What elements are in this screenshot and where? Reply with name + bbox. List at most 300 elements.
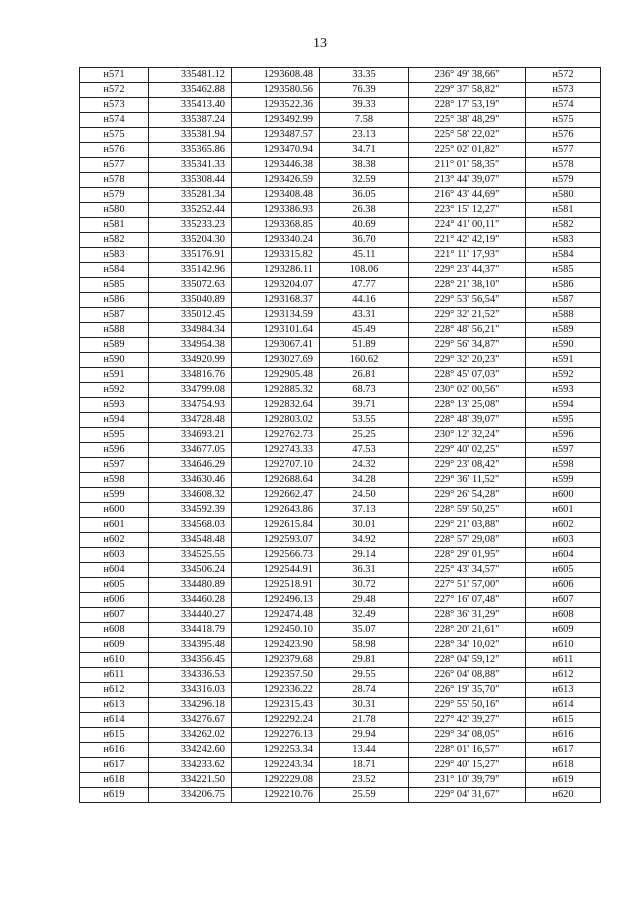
direction-angle-cell: 225° 38' 48,29" [409, 113, 526, 128]
y-coordinate-cell: 1292210.76 [232, 788, 320, 803]
table-row [80, 443, 601, 458]
table-row [80, 713, 601, 728]
x-coordinate-cell: 334548.48 [149, 533, 232, 548]
distance-cell: 26.81 [320, 368, 409, 383]
table-row [80, 143, 601, 158]
table-row [80, 653, 601, 668]
point-to-cell: н611 [526, 653, 601, 668]
table-row [80, 128, 601, 143]
x-coordinate-cell: 335341.33 [149, 158, 232, 173]
table-row [80, 743, 601, 758]
distance-cell: 36.70 [320, 233, 409, 248]
y-coordinate-cell: 1292832.64 [232, 398, 320, 413]
point-from-cell: н600 [80, 503, 149, 518]
x-coordinate-cell: 334242.60 [149, 743, 232, 758]
distance-cell: 29.55 [320, 668, 409, 683]
point-to-cell: н587 [526, 293, 601, 308]
table-row [80, 113, 601, 128]
table-row [80, 608, 601, 623]
distance-cell: 18.71 [320, 758, 409, 773]
direction-angle-cell: 223° 15' 12,27" [409, 203, 526, 218]
y-coordinate-cell: 1292905.48 [232, 368, 320, 383]
x-coordinate-cell: 335252.44 [149, 203, 232, 218]
x-coordinate-cell: 334440.27 [149, 608, 232, 623]
table-row [80, 413, 601, 428]
direction-angle-cell: 229° 32' 21,52" [409, 308, 526, 323]
point-to-cell: н572 [526, 68, 601, 83]
direction-angle-cell: 227° 42' 39,27" [409, 713, 526, 728]
y-coordinate-cell: 1293426.59 [232, 173, 320, 188]
table-row [80, 758, 601, 773]
point-from-cell: н588 [80, 323, 149, 338]
y-coordinate-cell: 1292276.13 [232, 728, 320, 743]
table-row [80, 308, 601, 323]
table-row [80, 68, 601, 83]
y-coordinate-cell: 1293101.64 [232, 323, 320, 338]
direction-angle-cell: 228° 04' 59,12" [409, 653, 526, 668]
y-coordinate-cell: 1292379.68 [232, 653, 320, 668]
x-coordinate-cell: 334816.76 [149, 368, 232, 383]
direction-angle-cell: 229° 37' 58,82" [409, 83, 526, 98]
distance-cell: 45.49 [320, 323, 409, 338]
point-from-cell: н579 [80, 188, 149, 203]
distance-cell: 25.59 [320, 788, 409, 803]
direction-angle-cell: 236° 49' 38,66" [409, 68, 526, 83]
direction-angle-cell: 229° 40' 15,27" [409, 758, 526, 773]
direction-angle-cell: 228° 20' 21,61" [409, 623, 526, 638]
table-row [80, 278, 601, 293]
y-coordinate-cell: 1292292.24 [232, 713, 320, 728]
y-coordinate-cell: 1292336.22 [232, 683, 320, 698]
y-coordinate-cell: 1293608.48 [232, 68, 320, 83]
distance-cell: 28.74 [320, 683, 409, 698]
point-to-cell: н588 [526, 308, 601, 323]
direction-angle-cell: 228° 36' 31,29" [409, 608, 526, 623]
point-to-cell: н589 [526, 323, 601, 338]
table-row [80, 473, 601, 488]
table-row [80, 293, 601, 308]
point-from-cell: н592 [80, 383, 149, 398]
direction-angle-cell: 225° 43' 34,57" [409, 563, 526, 578]
point-to-cell: н598 [526, 458, 601, 473]
table-row [80, 728, 601, 743]
x-coordinate-cell: 334206.75 [149, 788, 232, 803]
point-from-cell: н586 [80, 293, 149, 308]
table-row [80, 338, 601, 353]
point-to-cell: н591 [526, 353, 601, 368]
table-row [80, 158, 601, 173]
direction-angle-cell: 226° 19' 35,70" [409, 683, 526, 698]
point-from-cell: н618 [80, 773, 149, 788]
y-coordinate-cell: 1293580.56 [232, 83, 320, 98]
x-coordinate-cell: 334480.89 [149, 578, 232, 593]
direction-angle-cell: 229° 56' 34,87" [409, 338, 526, 353]
y-coordinate-cell: 1292229.08 [232, 773, 320, 788]
y-coordinate-cell: 1292762.73 [232, 428, 320, 443]
y-coordinate-cell: 1292615.84 [232, 518, 320, 533]
point-to-cell: н600 [526, 488, 601, 503]
table-row [80, 788, 601, 803]
point-to-cell: н618 [526, 758, 601, 773]
distance-cell: 33.35 [320, 68, 409, 83]
direction-angle-cell: 228° 21' 38,10" [409, 278, 526, 293]
x-coordinate-cell: 334754.93 [149, 398, 232, 413]
point-from-cell: н582 [80, 233, 149, 248]
y-coordinate-cell: 1293368.85 [232, 218, 320, 233]
distance-cell: 108.06 [320, 263, 409, 278]
distance-cell: 29.48 [320, 593, 409, 608]
y-coordinate-cell: 1292885.32 [232, 383, 320, 398]
distance-cell: 29.14 [320, 548, 409, 563]
direction-angle-cell: 228° 29' 01,95" [409, 548, 526, 563]
x-coordinate-cell: 334693.21 [149, 428, 232, 443]
table-row [80, 83, 601, 98]
distance-cell: 32.59 [320, 173, 409, 188]
x-coordinate-cell: 334276.67 [149, 713, 232, 728]
x-coordinate-cell: 335413.40 [149, 98, 232, 113]
point-to-cell: н579 [526, 173, 601, 188]
direction-angle-cell: 221° 11' 17,93" [409, 248, 526, 263]
point-to-cell: н593 [526, 383, 601, 398]
direction-angle-cell: 229° 36' 11,52" [409, 473, 526, 488]
point-to-cell: н614 [526, 698, 601, 713]
x-coordinate-cell: 335308.44 [149, 173, 232, 188]
distance-cell: 24.50 [320, 488, 409, 503]
x-coordinate-cell: 335176.91 [149, 248, 232, 263]
point-to-cell: н601 [526, 503, 601, 518]
y-coordinate-cell: 1292357.50 [232, 668, 320, 683]
point-to-cell: н602 [526, 518, 601, 533]
distance-cell: 35.07 [320, 623, 409, 638]
table-row [80, 398, 601, 413]
direction-angle-cell: 228° 48' 56,21" [409, 323, 526, 338]
table-row [80, 698, 601, 713]
direction-angle-cell: 230° 02' 00,56" [409, 383, 526, 398]
distance-cell: 38.38 [320, 158, 409, 173]
direction-angle-cell: 229° 34' 08,05" [409, 728, 526, 743]
table-body [80, 68, 601, 803]
distance-cell: 53.55 [320, 413, 409, 428]
x-coordinate-cell: 334592.39 [149, 503, 232, 518]
point-from-cell: н587 [80, 308, 149, 323]
x-coordinate-cell: 335365.86 [149, 143, 232, 158]
x-coordinate-cell: 334233.62 [149, 758, 232, 773]
direction-angle-cell: 228° 34' 10,02" [409, 638, 526, 653]
distance-cell: 58.98 [320, 638, 409, 653]
table-row [80, 173, 601, 188]
distance-cell: 44.16 [320, 293, 409, 308]
point-from-cell: н617 [80, 758, 149, 773]
y-coordinate-cell: 1292662.47 [232, 488, 320, 503]
y-coordinate-cell: 1292518.91 [232, 578, 320, 593]
point-from-cell: н608 [80, 623, 149, 638]
y-coordinate-cell: 1292707.10 [232, 458, 320, 473]
direction-angle-cell: 229° 23' 44,37" [409, 263, 526, 278]
table-row [80, 548, 601, 563]
table-row [80, 773, 601, 788]
point-to-cell: н607 [526, 593, 601, 608]
distance-cell: 25.25 [320, 428, 409, 443]
point-from-cell: н577 [80, 158, 149, 173]
x-coordinate-cell: 334630.46 [149, 473, 232, 488]
y-coordinate-cell: 1293027.69 [232, 353, 320, 368]
distance-cell: 37.13 [320, 503, 409, 518]
x-coordinate-cell: 334418.79 [149, 623, 232, 638]
direction-angle-cell: 227° 51' 57,00" [409, 578, 526, 593]
direction-angle-cell: 224° 41' 00,11" [409, 218, 526, 233]
point-to-cell: н610 [526, 638, 601, 653]
point-to-cell: н605 [526, 563, 601, 578]
distance-cell: 36.05 [320, 188, 409, 203]
y-coordinate-cell: 1293204.07 [232, 278, 320, 293]
distance-cell: 39.33 [320, 98, 409, 113]
direction-angle-cell: 228° 57' 29,08" [409, 533, 526, 548]
point-from-cell: н572 [80, 83, 149, 98]
x-coordinate-cell: 334984.34 [149, 323, 232, 338]
direction-angle-cell: 228° 17' 53,19" [409, 98, 526, 113]
direction-angle-cell: 229° 55' 50,16" [409, 698, 526, 713]
point-from-cell: н596 [80, 443, 149, 458]
x-coordinate-cell: 334677.05 [149, 443, 232, 458]
table-row [80, 323, 601, 338]
point-from-cell: н609 [80, 638, 149, 653]
direction-angle-cell: 229° 04' 31,67" [409, 788, 526, 803]
x-coordinate-cell: 335481.12 [149, 68, 232, 83]
table-row [80, 368, 601, 383]
point-to-cell: н577 [526, 143, 601, 158]
direction-angle-cell: 231° 10' 39,79" [409, 773, 526, 788]
distance-cell: 47.53 [320, 443, 409, 458]
x-coordinate-cell: 335387.24 [149, 113, 232, 128]
x-coordinate-cell: 335204.30 [149, 233, 232, 248]
direction-angle-cell: 225° 02' 01,82" [409, 143, 526, 158]
table-row [80, 458, 601, 473]
direction-angle-cell: 229° 23' 08,42" [409, 458, 526, 473]
point-to-cell: н603 [526, 533, 601, 548]
point-from-cell: н602 [80, 533, 149, 548]
point-from-cell: н578 [80, 173, 149, 188]
point-from-cell: н575 [80, 128, 149, 143]
distance-cell: 47.77 [320, 278, 409, 293]
y-coordinate-cell: 1292743.33 [232, 443, 320, 458]
point-from-cell: н576 [80, 143, 149, 158]
table-row [80, 638, 601, 653]
direction-angle-cell: 228° 59' 50,25" [409, 503, 526, 518]
distance-cell: 29.81 [320, 653, 409, 668]
table-row [80, 428, 601, 443]
distance-cell: 39.71 [320, 398, 409, 413]
point-from-cell: н595 [80, 428, 149, 443]
point-from-cell: н581 [80, 218, 149, 233]
point-from-cell: н604 [80, 563, 149, 578]
distance-cell: 23.52 [320, 773, 409, 788]
point-to-cell: н599 [526, 473, 601, 488]
point-to-cell: н595 [526, 413, 601, 428]
point-from-cell: н584 [80, 263, 149, 278]
x-coordinate-cell: 334460.28 [149, 593, 232, 608]
distance-cell: 68.73 [320, 383, 409, 398]
y-coordinate-cell: 1292423.90 [232, 638, 320, 653]
point-to-cell: н608 [526, 608, 601, 623]
y-coordinate-cell: 1292566.73 [232, 548, 320, 563]
direction-angle-cell: 229° 21' 03,88" [409, 518, 526, 533]
x-coordinate-cell: 335012.45 [149, 308, 232, 323]
point-to-cell: н574 [526, 98, 601, 113]
table-row [80, 578, 601, 593]
point-from-cell: н599 [80, 488, 149, 503]
x-coordinate-cell: 335142.96 [149, 263, 232, 278]
distance-cell: 32.49 [320, 608, 409, 623]
y-coordinate-cell: 1293492.99 [232, 113, 320, 128]
distance-cell: 76.39 [320, 83, 409, 98]
y-coordinate-cell: 1293446.38 [232, 158, 320, 173]
distance-cell: 30.31 [320, 698, 409, 713]
point-to-cell: н612 [526, 668, 601, 683]
y-coordinate-cell: 1293386.93 [232, 203, 320, 218]
distance-cell: 24.32 [320, 458, 409, 473]
x-coordinate-cell: 334920.99 [149, 353, 232, 368]
direction-angle-cell: 221° 42' 42,19" [409, 233, 526, 248]
point-from-cell: н573 [80, 98, 149, 113]
point-from-cell: н619 [80, 788, 149, 803]
point-from-cell: н605 [80, 578, 149, 593]
y-coordinate-cell: 1292253.34 [232, 743, 320, 758]
point-to-cell: н617 [526, 743, 601, 758]
distance-cell: 36.31 [320, 563, 409, 578]
direction-angle-cell: 229° 32' 20,23" [409, 353, 526, 368]
x-coordinate-cell: 334316.03 [149, 683, 232, 698]
point-from-cell: н590 [80, 353, 149, 368]
point-from-cell: н616 [80, 743, 149, 758]
point-from-cell: н611 [80, 668, 149, 683]
y-coordinate-cell: 1293286.11 [232, 263, 320, 278]
point-to-cell: н592 [526, 368, 601, 383]
table-row [80, 563, 601, 578]
direction-angle-cell: 226° 04' 08,88" [409, 668, 526, 683]
y-coordinate-cell: 1293315.82 [232, 248, 320, 263]
point-to-cell: н580 [526, 188, 601, 203]
point-from-cell: н612 [80, 683, 149, 698]
y-coordinate-cell: 1292688.64 [232, 473, 320, 488]
point-to-cell: н575 [526, 113, 601, 128]
point-from-cell: н601 [80, 518, 149, 533]
table-row [80, 98, 601, 113]
point-from-cell: н585 [80, 278, 149, 293]
distance-cell: 34.28 [320, 473, 409, 488]
distance-cell: 51.89 [320, 338, 409, 353]
distance-cell: 40.69 [320, 218, 409, 233]
distance-cell: 23.13 [320, 128, 409, 143]
x-coordinate-cell: 334568.03 [149, 518, 232, 533]
table-row [80, 518, 601, 533]
x-coordinate-cell: 335233.23 [149, 218, 232, 233]
point-to-cell: н609 [526, 623, 601, 638]
table-row [80, 233, 601, 248]
point-from-cell: н615 [80, 728, 149, 743]
x-coordinate-cell: 334525.55 [149, 548, 232, 563]
x-coordinate-cell: 334296.18 [149, 698, 232, 713]
distance-cell: 26.38 [320, 203, 409, 218]
table-row [80, 533, 601, 548]
point-to-cell: н586 [526, 278, 601, 293]
y-coordinate-cell: 1292474.48 [232, 608, 320, 623]
table-row [80, 248, 601, 263]
x-coordinate-cell: 334336.53 [149, 668, 232, 683]
x-coordinate-cell: 335040.89 [149, 293, 232, 308]
point-to-cell: н578 [526, 158, 601, 173]
table-row [80, 668, 601, 683]
point-from-cell: н603 [80, 548, 149, 563]
y-coordinate-cell: 1292315.43 [232, 698, 320, 713]
direction-angle-cell: 228° 48' 39,07" [409, 413, 526, 428]
distance-cell: 7.58 [320, 113, 409, 128]
y-coordinate-cell: 1293470.94 [232, 143, 320, 158]
table-row [80, 623, 601, 638]
x-coordinate-cell: 335462.88 [149, 83, 232, 98]
point-to-cell: н616 [526, 728, 601, 743]
distance-cell: 21.78 [320, 713, 409, 728]
x-coordinate-cell: 334356.45 [149, 653, 232, 668]
x-coordinate-cell: 334954.38 [149, 338, 232, 353]
y-coordinate-cell: 1292450.10 [232, 623, 320, 638]
point-to-cell: н596 [526, 428, 601, 443]
x-coordinate-cell: 334728.48 [149, 413, 232, 428]
point-to-cell: н619 [526, 773, 601, 788]
table-row [80, 503, 601, 518]
point-to-cell: н594 [526, 398, 601, 413]
distance-cell: 30.72 [320, 578, 409, 593]
table-row [80, 593, 601, 608]
distance-cell: 34.92 [320, 533, 409, 548]
y-coordinate-cell: 1292593.07 [232, 533, 320, 548]
direction-angle-cell: 216° 43' 44,69" [409, 188, 526, 203]
table-row [80, 203, 601, 218]
point-to-cell: н573 [526, 83, 601, 98]
point-to-cell: н576 [526, 128, 601, 143]
point-to-cell: н613 [526, 683, 601, 698]
point-from-cell: н580 [80, 203, 149, 218]
y-coordinate-cell: 1293134.59 [232, 308, 320, 323]
point-from-cell: н594 [80, 413, 149, 428]
x-coordinate-cell: 334262.02 [149, 728, 232, 743]
x-coordinate-cell: 334608.32 [149, 488, 232, 503]
point-to-cell: н581 [526, 203, 601, 218]
table-row [80, 683, 601, 698]
table-row [80, 263, 601, 278]
y-coordinate-cell: 1293168.37 [232, 293, 320, 308]
direction-angle-cell: 229° 26' 54,28" [409, 488, 526, 503]
direction-angle-cell: 227° 16' 07,48" [409, 593, 526, 608]
table-row [80, 188, 601, 203]
distance-cell: 13.44 [320, 743, 409, 758]
x-coordinate-cell: 334395.48 [149, 638, 232, 653]
direction-angle-cell: 228° 01' 16,57" [409, 743, 526, 758]
page-number: 13 [313, 36, 327, 51]
table-row [80, 383, 601, 398]
point-to-cell: н615 [526, 713, 601, 728]
distance-cell: 45.11 [320, 248, 409, 263]
direction-angle-cell: 230° 12' 32,24" [409, 428, 526, 443]
point-from-cell: н593 [80, 398, 149, 413]
point-from-cell: н597 [80, 458, 149, 473]
y-coordinate-cell: 1293522.36 [232, 98, 320, 113]
table-row [80, 353, 601, 368]
point-from-cell: н598 [80, 473, 149, 488]
distance-cell: 29.94 [320, 728, 409, 743]
x-coordinate-cell: 335072.63 [149, 278, 232, 293]
point-to-cell: н597 [526, 443, 601, 458]
table-row [80, 488, 601, 503]
